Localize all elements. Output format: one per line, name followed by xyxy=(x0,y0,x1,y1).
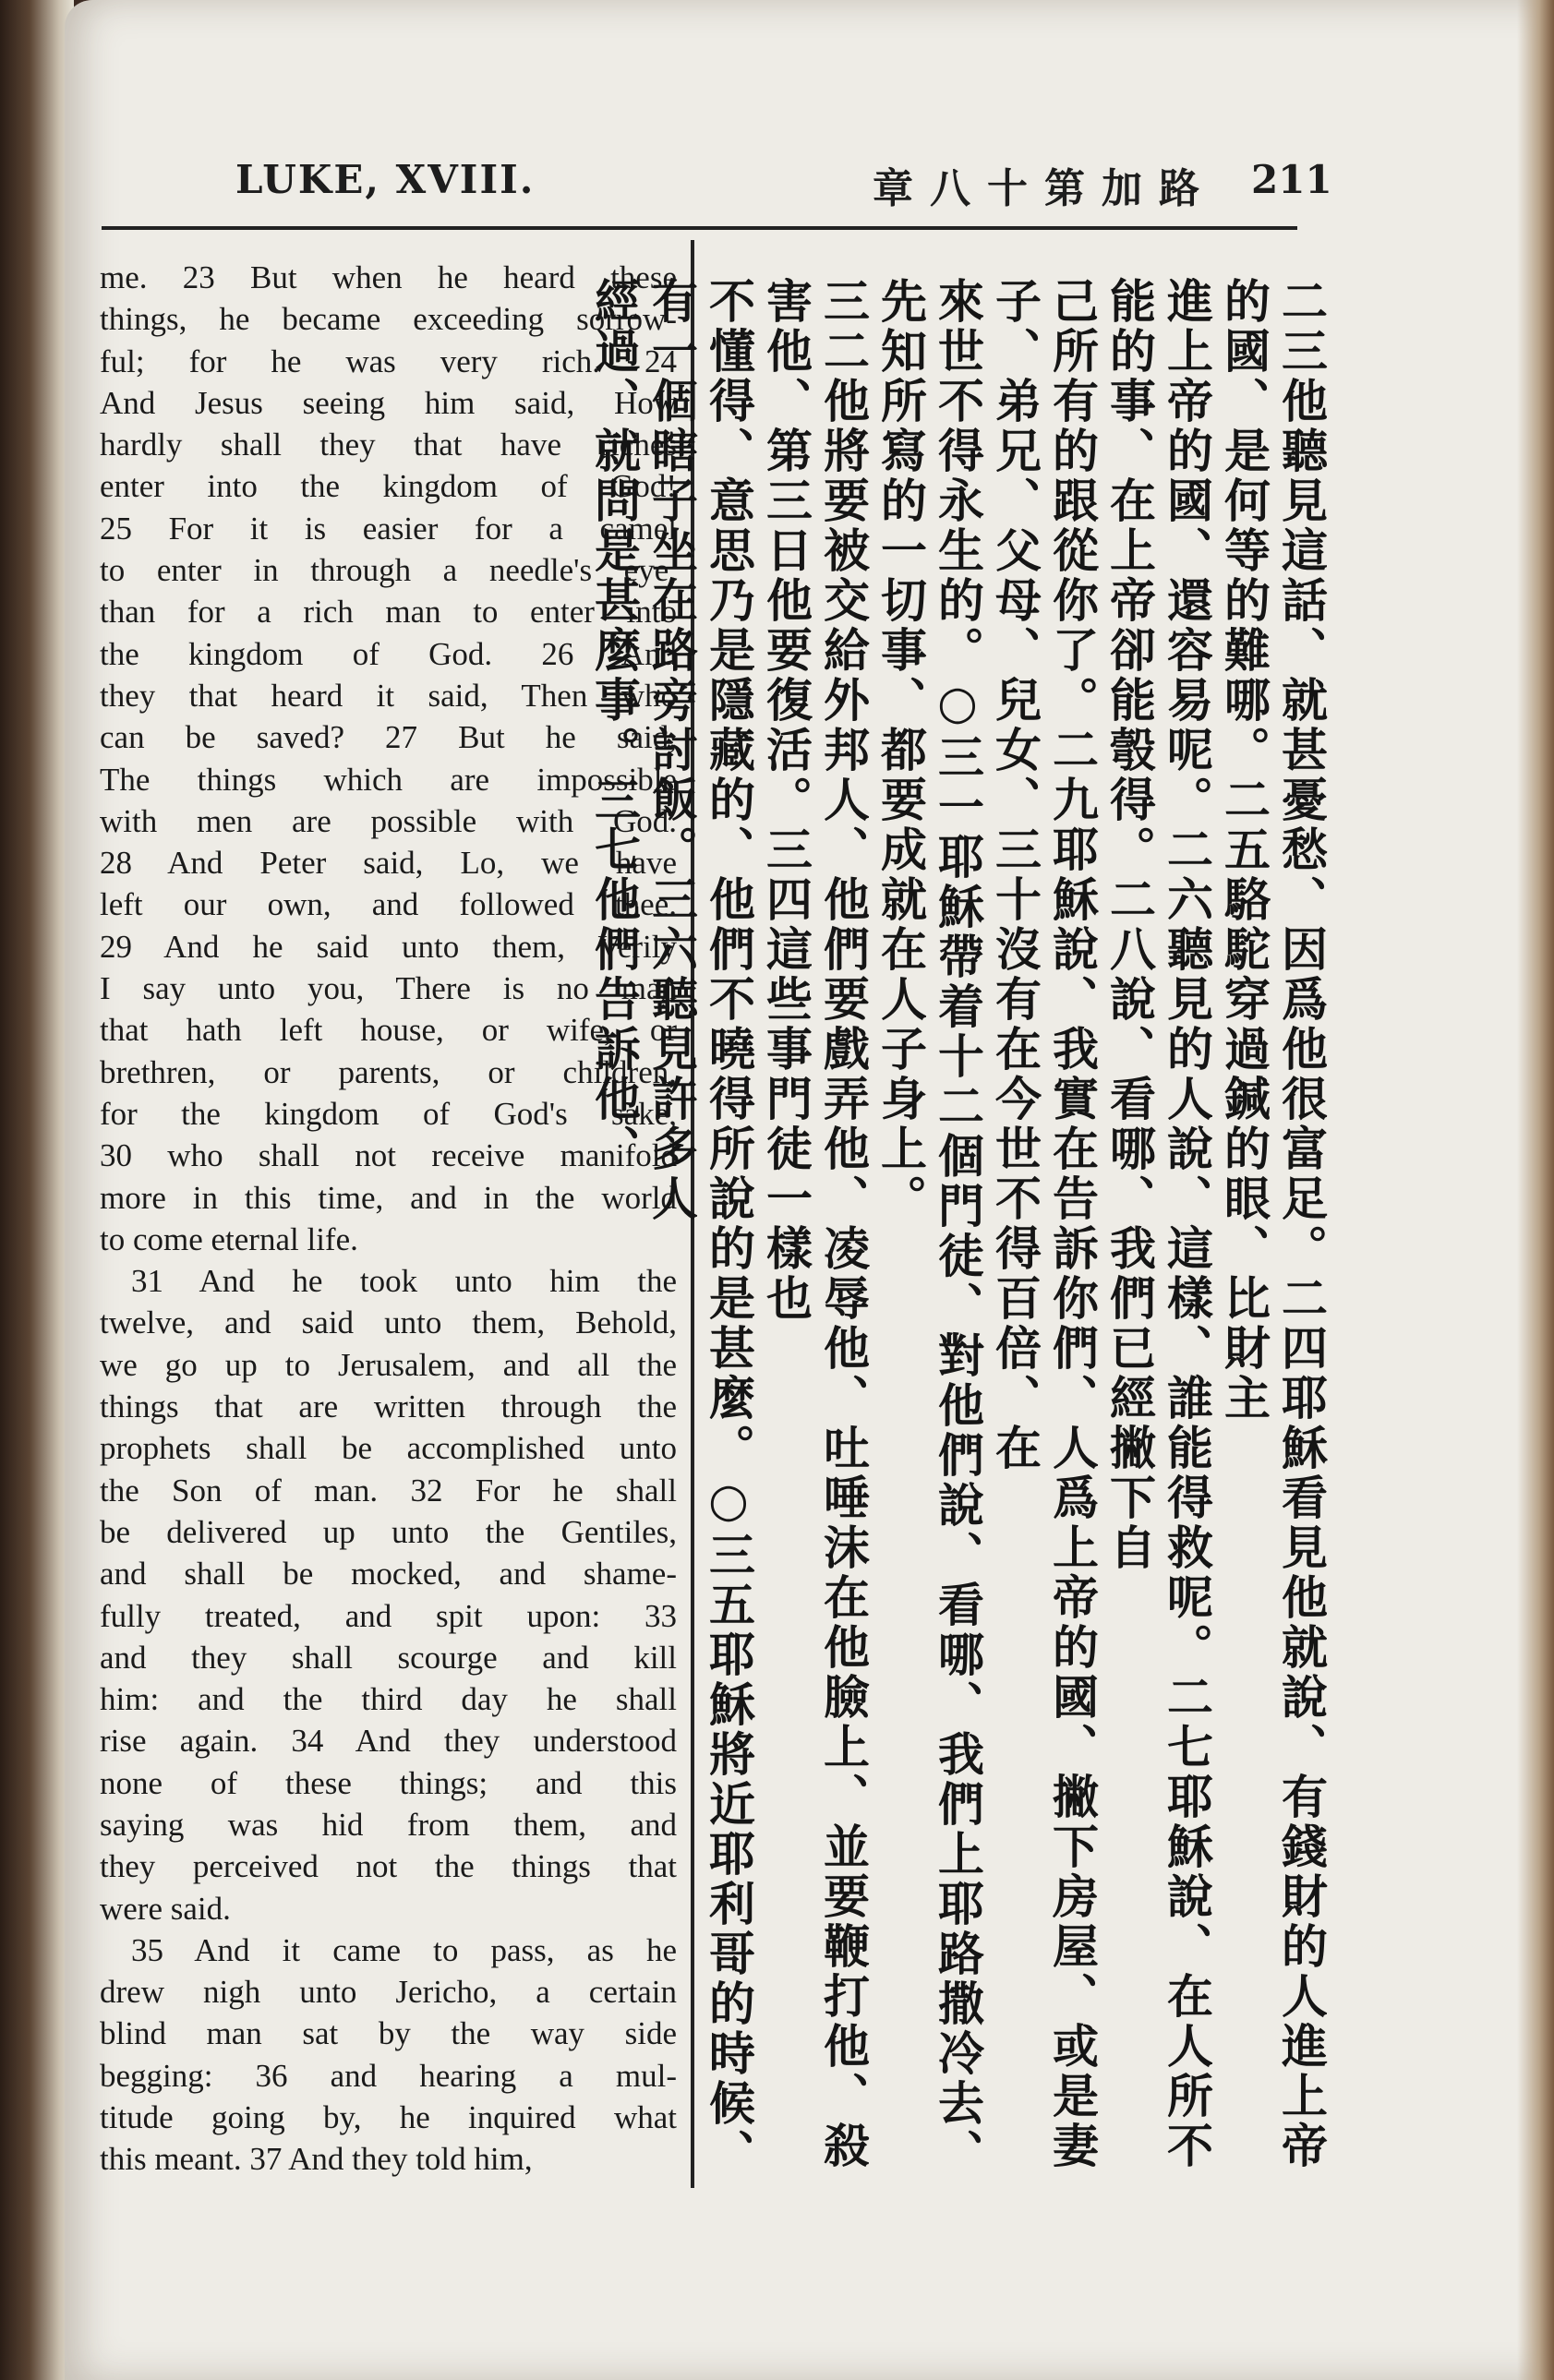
english-line: this meant. 37 And they told him, xyxy=(100,2141,533,2178)
english-line: 30 who shall not receive manifold xyxy=(100,1137,677,1174)
chinese-column: 來世不得永生的。○三一耶穌帶着十二個門徒、對他們說、看哪、我們上耶路撒冷去、先知所寫的一切事、都要成就在人子身上。 xyxy=(873,277,984,2179)
english-line: none of these things; and this xyxy=(100,1764,677,1801)
chinese-column: 己所有的跟從你了。二九耶穌說、我實在告訴你們、人爲上帝的國、撇下房屋、或是妻子、弟兄、父母、兒女、三十沒有在今世不得百倍、在 xyxy=(988,277,1099,2171)
english-line: 25 For it is easier for a camel xyxy=(100,510,677,547)
english-line: ful; for he was very rich. 24 xyxy=(100,343,677,379)
english-line: be delivered up unto the Gentiles, xyxy=(100,1513,677,1550)
chinese-column: 不懂得、意思乃是隱藏的、他們不曉得所說的是甚麼。○三五耶穌將近耶利哥的時候、有一個瞎子坐在路旁討飯。三六聽見許多人 xyxy=(644,277,755,2179)
english-line: 31 And he took unto him the xyxy=(131,1263,677,1300)
english-line: they perceived not the things that xyxy=(100,1848,677,1885)
english-line: they that heard it said, Then who xyxy=(100,677,677,714)
chinese-column: 經過、就問是甚麼事。三七他們告訴他、 xyxy=(587,277,641,1174)
english-line: the Son of man. 32 For he shall xyxy=(100,1472,677,1509)
english-line: The things which are impossible xyxy=(100,761,677,798)
english-line: were said. xyxy=(100,1890,231,1927)
english-line: that hath left house, or wife, or xyxy=(100,1012,677,1049)
english-line: we go up to Jerusalem, and all the xyxy=(100,1346,677,1383)
english-line: can be saved? 27 But he said, xyxy=(100,719,677,756)
english-line: him: and the third day he shall xyxy=(100,1681,677,1718)
english-line: drew nigh unto Jericho, a certain xyxy=(100,1974,677,2011)
header-chinese-title: 章八十第加路 xyxy=(873,165,1216,212)
header-english-title: LUKE, XVIII. xyxy=(235,157,536,202)
chinese-text-column xyxy=(587,277,1330,2206)
english-line: hardly shall they that have riches xyxy=(100,427,677,463)
english-line: saying was hid from them, and xyxy=(100,1806,677,1843)
english-line: left our own, and followed thee. xyxy=(100,886,677,923)
english-line: for the kingdom of God's sake, xyxy=(100,1095,677,1132)
english-line: I say unto you, There is no man xyxy=(100,970,677,1007)
english-line: titude going by, he inquired what xyxy=(100,2099,677,2136)
english-line: brethren, or parents, or children, xyxy=(100,1053,677,1090)
english-line: 35 And it came to pass, as he xyxy=(131,1931,677,1968)
english-line: more in this time, and in the world xyxy=(100,1179,677,1216)
english-line: the kingdom of God. 26 And xyxy=(100,635,677,672)
chinese-column: 三二他將要被交給外邦人、他們要戲弄他、凌辱他、吐唾沫在他臉上、並要鞭打他、殺害他、第三日他要復活。三四這些事門徒一樣也 xyxy=(759,277,870,2171)
page-number: 211 xyxy=(1251,157,1332,202)
english-line: and shall be mocked, and shame- xyxy=(100,1556,677,1593)
english-line: to enter in through a needle's eye, xyxy=(100,552,677,589)
english-line: begging: 36 and hearing a mul- xyxy=(100,2057,677,2094)
chinese-column: 進上帝的國、還容易呢。二六聽見的人說、這樣、誰能得救呢。二七耶穌說、在人所不能的事、在上帝卻能彀得。二八說、看哪、我們已經撇下自 xyxy=(1102,277,1213,2171)
english-line: and they shall scourge and kill xyxy=(100,1639,677,1676)
english-line: with men are possible with God. xyxy=(100,802,677,839)
english-line: fully treated, and spit upon: 33 xyxy=(100,1597,677,1634)
book-spine xyxy=(0,0,74,2380)
english-line: things that are written through the xyxy=(100,1388,677,1425)
chinese-column: 二三他聽見這話、就甚憂愁、因爲他很富足。二四耶穌看見他就說、有錢財的人進上帝的國、是何等的難哪。二五駱駝穿過鍼的眼、比財主 xyxy=(1217,277,1328,2171)
english-line: blind man sat by the way side xyxy=(100,2015,677,2052)
english-line: twelve, and said unto them, Behold, xyxy=(100,1304,677,1341)
english-line: things, he became exceeding sorrow- xyxy=(100,301,677,338)
english-line: than for a rich man to enter into xyxy=(100,594,677,631)
english-line: me. 23 But when he heard these xyxy=(100,259,677,295)
english-line: rise again. 34 And they understood xyxy=(100,1723,677,1760)
page-edge xyxy=(1517,0,1554,2380)
english-line: 28 And Peter said, Lo, we have xyxy=(100,845,677,882)
english-line: And Jesus seeing him said, How xyxy=(100,384,677,421)
english-line: to come eternal life. xyxy=(100,1220,358,1257)
english-line: enter into the kingdom of God! xyxy=(100,468,677,505)
header-rule xyxy=(102,226,1297,230)
running-header xyxy=(171,157,1332,212)
english-line: prophets shall be accomplished unto xyxy=(100,1430,677,1467)
english-line: 29 And he said unto them, Verily xyxy=(100,928,677,965)
